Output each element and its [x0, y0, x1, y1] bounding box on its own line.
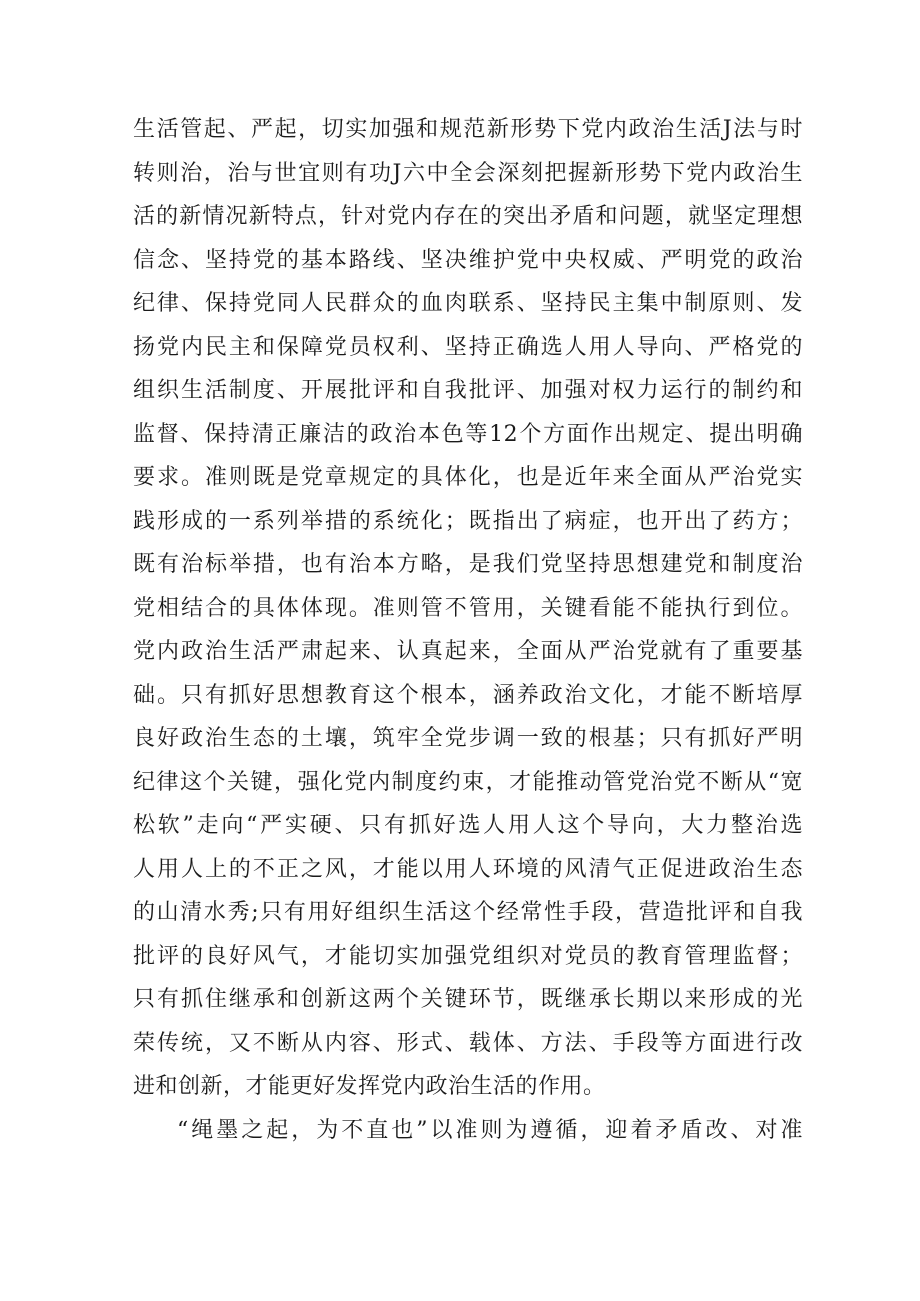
- next-paragraph-line: “绳墨之起，为不直也”以准则为遵循，迎着矛盾改、对准: [177, 1117, 803, 1143]
- text-line: 组织生活制度、开展批评和自我批评、加强对权力运行的制约和: [133, 378, 803, 403]
- text-line: 础。只有抓好思想教育这个根本，涵养政治文化，才能不断培厚: [133, 682, 803, 708]
- text-line: 人用人上的不正之风，才能以用人环境的风清气正促进政治生态: [133, 856, 803, 882]
- text-line: 松软”走向“严实硬、只有抓好选人用人这个导向，大力整治选: [133, 813, 803, 838]
- text-line: 党内政治生活严肃起来、认真起来，全面从严治党就有了重要基: [133, 639, 803, 664]
- text-line: 活的新情况新特点，针对党内存在的突出矛盾和问题，就坚定理想: [133, 204, 803, 229]
- text-line: 生活管起、严起，切实加强和规范新形势下党内政治生活J法与时: [133, 117, 803, 142]
- text-line: 党相结合的具体体现。准则管不管用，关键看能不能执行到位。: [133, 595, 803, 621]
- text-line: 扬党内民主和保障党员权利、坚持正确选人用人导向、严格党的: [133, 334, 803, 360]
- text-line: 监督、保持清正廉洁的政治本色等12个方面作出规定、提出明确: [133, 421, 803, 447]
- text-line: 要求。准则既是党章规定的具体化，也是近年来全面从严治党实: [133, 465, 803, 490]
- text-line: 荣传统，又不断从内容、形式、载体、方法、手段等方面进行改: [133, 1030, 803, 1056]
- paragraph-end-line: 进和创新，才能更好发挥党内政治生活的作用。: [133, 1074, 606, 1099]
- text-line: 良好政治生态的土壤，筑牢全党步调一致的根基；只有抓好严明: [133, 726, 803, 751]
- text-line: 批评的良好风气，才能切实加强党组织对党员的教育管理监督；: [133, 943, 803, 969]
- text-line: 践形成的一系列举措的系统化；既指出了病症，也开出了药方；: [133, 508, 803, 534]
- text-line: 信念、坚持党的基本路线、坚决维护党中央权威、严明党的政治: [133, 247, 803, 273]
- body-text: [133, 108, 803, 1152]
- text-line: 转则治，治与世宜则有功J六中全会深刻把握新形势下党内政治生: [133, 160, 803, 186]
- text-line: 的山清水秀;只有用好组织生活这个经常性手段，营造批评和自我: [133, 900, 803, 925]
- text-line: 既有治标举措，也有治本方略，是我们党坚持思想建党和制度治: [133, 552, 803, 577]
- text-line: 只有抓住继承和创新这两个关键环节，既继承长期以来形成的光: [133, 987, 803, 1012]
- text-line: 纪律这个关键，强化党内制度约束，才能推动管党治党不断从“宽: [133, 769, 803, 795]
- text-line: 纪律、保持党同人民群众的血肉联系、坚持民主集中制原则、发: [133, 291, 803, 316]
